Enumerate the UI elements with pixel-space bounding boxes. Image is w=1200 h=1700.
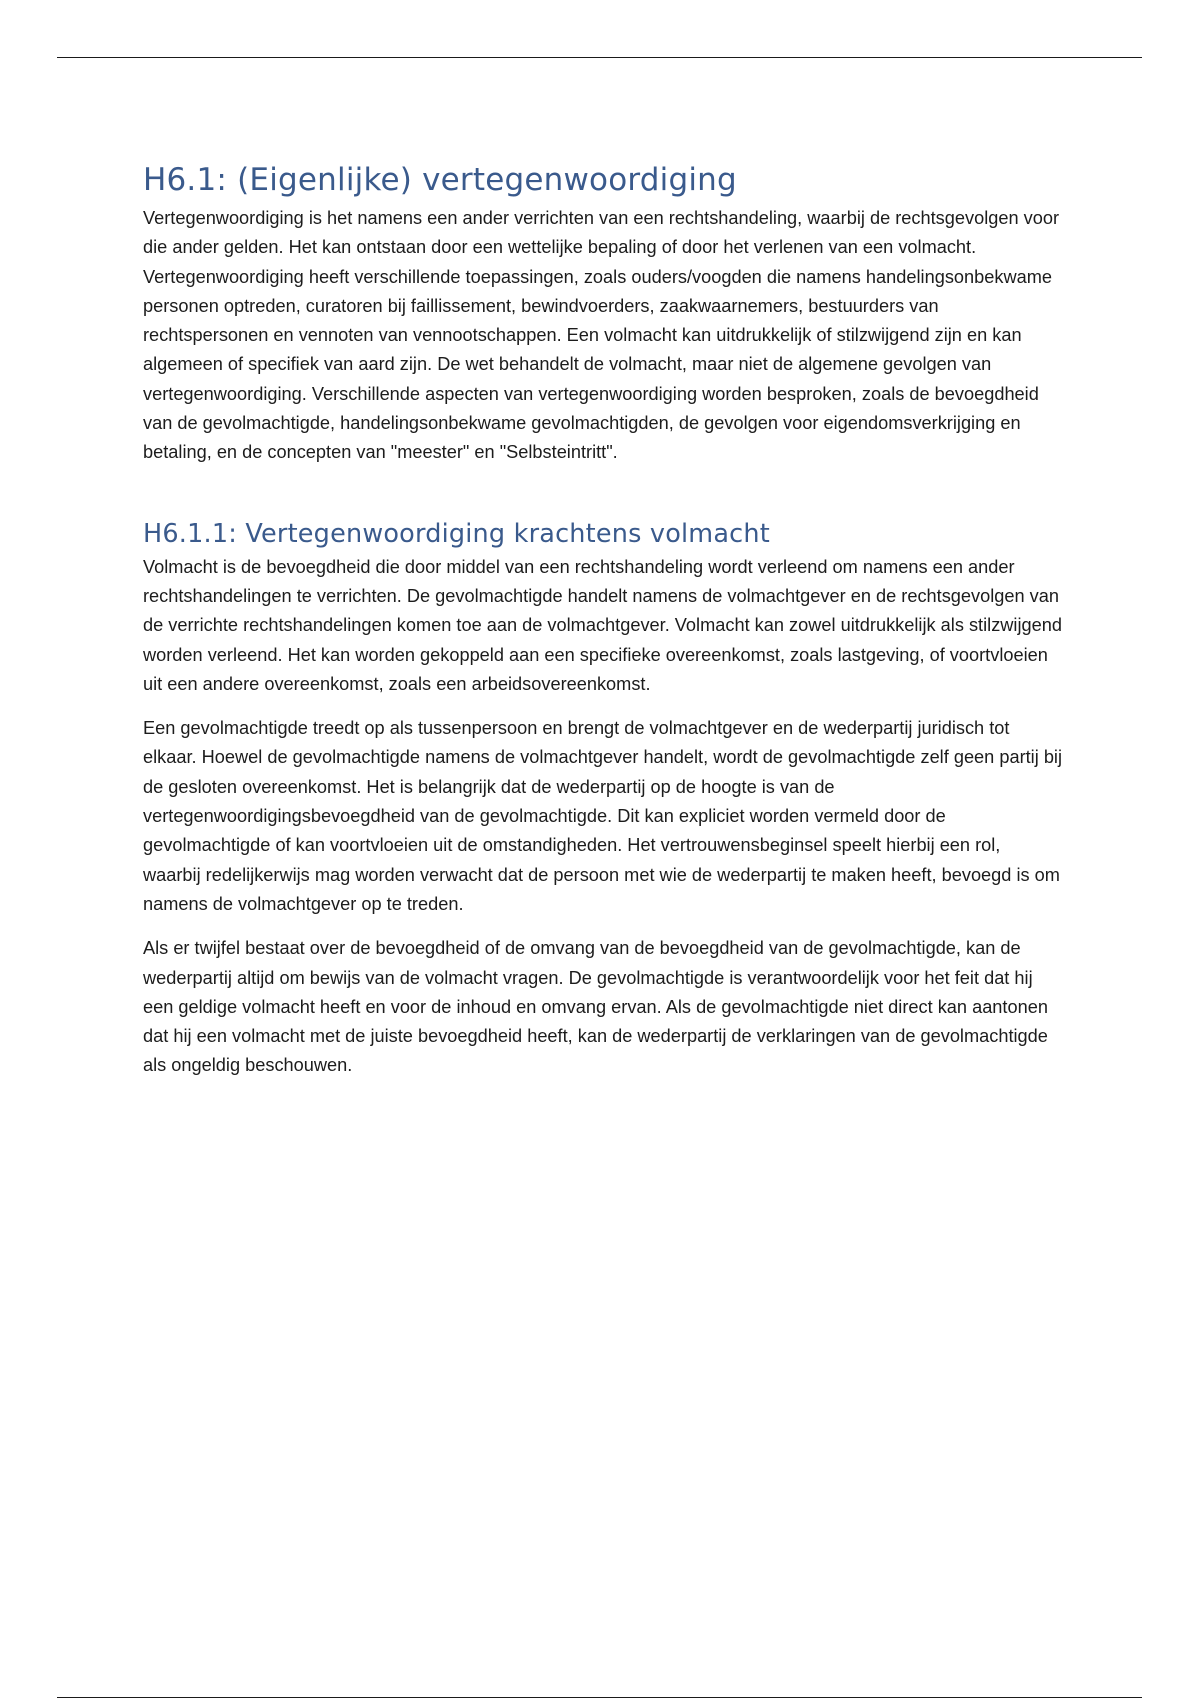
section-heading-6-1: H6.1: (Eigenlijke) vertegenwoordiging bbox=[143, 162, 737, 198]
section-heading-6-1-1: H6.1.1: Vertegenwoordiging krachtens volmacht bbox=[143, 518, 770, 549]
section-6-1-1-paragraph-2: Een gevolmachtigde treedt op als tussenpersoon en brengt de volmachtgever en de wederpartij juridisch tot elkaar. Hoewel de gevolmachtigde namens de volmachtgever handelt, wordt de gevolmachtigde zelf geen partij bij de gesloten overeenkomst. Het is belangrijk dat de wederpartij op de hoogte is van de vertegenwoordigingsbevoegdheid van de gevolmachtigde. Dit kan expliciet worden vermeld door de gevolmachtigde of kan voortvloeien uit de omstandigheden. Het vertrouwensbeginsel speelt hierbij een rol, waarbij redelijkerwijs mag worden verwacht dat de persoon met wie de wederpartij te maken heeft, bevoegd is om namens de volmachtgever op te treden. bbox=[143, 718, 1063, 914]
section-6-1-1-paragraph-3: Als er twijfel bestaat over de bevoegdheid of de omvang van de bevoegdheid van de gevolmachtigde, kan de wederpartij altijd om bewijs van de volmacht vragen. De gevolmachtigde is verantwoordelijk voor het feit dat hij een geldige volmacht heeft en voor de inhoud en omvang ervan. Als de gevolmachtigde niet direct kan aantonen dat hij een volmacht met de juiste bevoegdheid heeft, kan de wederpartij de verklaringen van de gevolmachtigde als ongeldig beschouwen. bbox=[143, 938, 1048, 1076]
section-6-1-1-paragraph-1: Volmacht is de bevoegdheid die door middel van een rechtshandeling wordt verleend om namens een ander rechtshandelingen te verrichten. De gevolmachtigde handelt namens de volmachtgever en de rechtsgevolgen van de verrichte rechtshandelingen komen toe aan de volmachtgever. Volmacht kan zowel uitdrukkelijk als stilzwijgend worden verleend. Het kan worden gekoppeld aan een specifieke overeenkomst, zoals lastgeving, of voortvloeien uit een andere overeenkomst, zoals een arbeidsovereenkomst. bbox=[143, 556, 1062, 694]
document-body bbox=[143, 160, 1063, 1081]
header-rule bbox=[57, 57, 1142, 58]
section-spacer bbox=[143, 468, 1063, 517]
section-6-1-paragraph: Vertegenwoordiging is het namens een ander verrichten van een rechtshandeling, waarbij de rechtsgevolgen voor die ander gelden. Het kan ontstaan door een wettelijke bepaling of door het verlenen van een volmacht. Vertegenwoordiging heeft verschillende toepassingen, zoals ouders/voogden die namens handelingsonbekwame personen optreden, curatoren bij faillissement, bewindvoerders, zaakwaarnemers, bestuurders van rechtspersonen en vennoten van vennootschappen. Een volmacht kan uitdrukkelijk of stilzwijgend zijn en kan algemeen of specifiek van aard zijn. De wet behandelt de volmacht, maar niet de algemene gevolgen van vertegenwoordiging. Verschillende aspecten van vertegenwoordiging worden besproken, zoals de bevoegdheid van de gevolmachtigde, handelingsonbekwame gevolmachtigden, de gevolgen voor eigendomsverkrijging en betaling, en de concepten van "meester" en "Selbsteintritt". bbox=[143, 208, 1060, 463]
footer-rule bbox=[57, 1697, 1142, 1698]
